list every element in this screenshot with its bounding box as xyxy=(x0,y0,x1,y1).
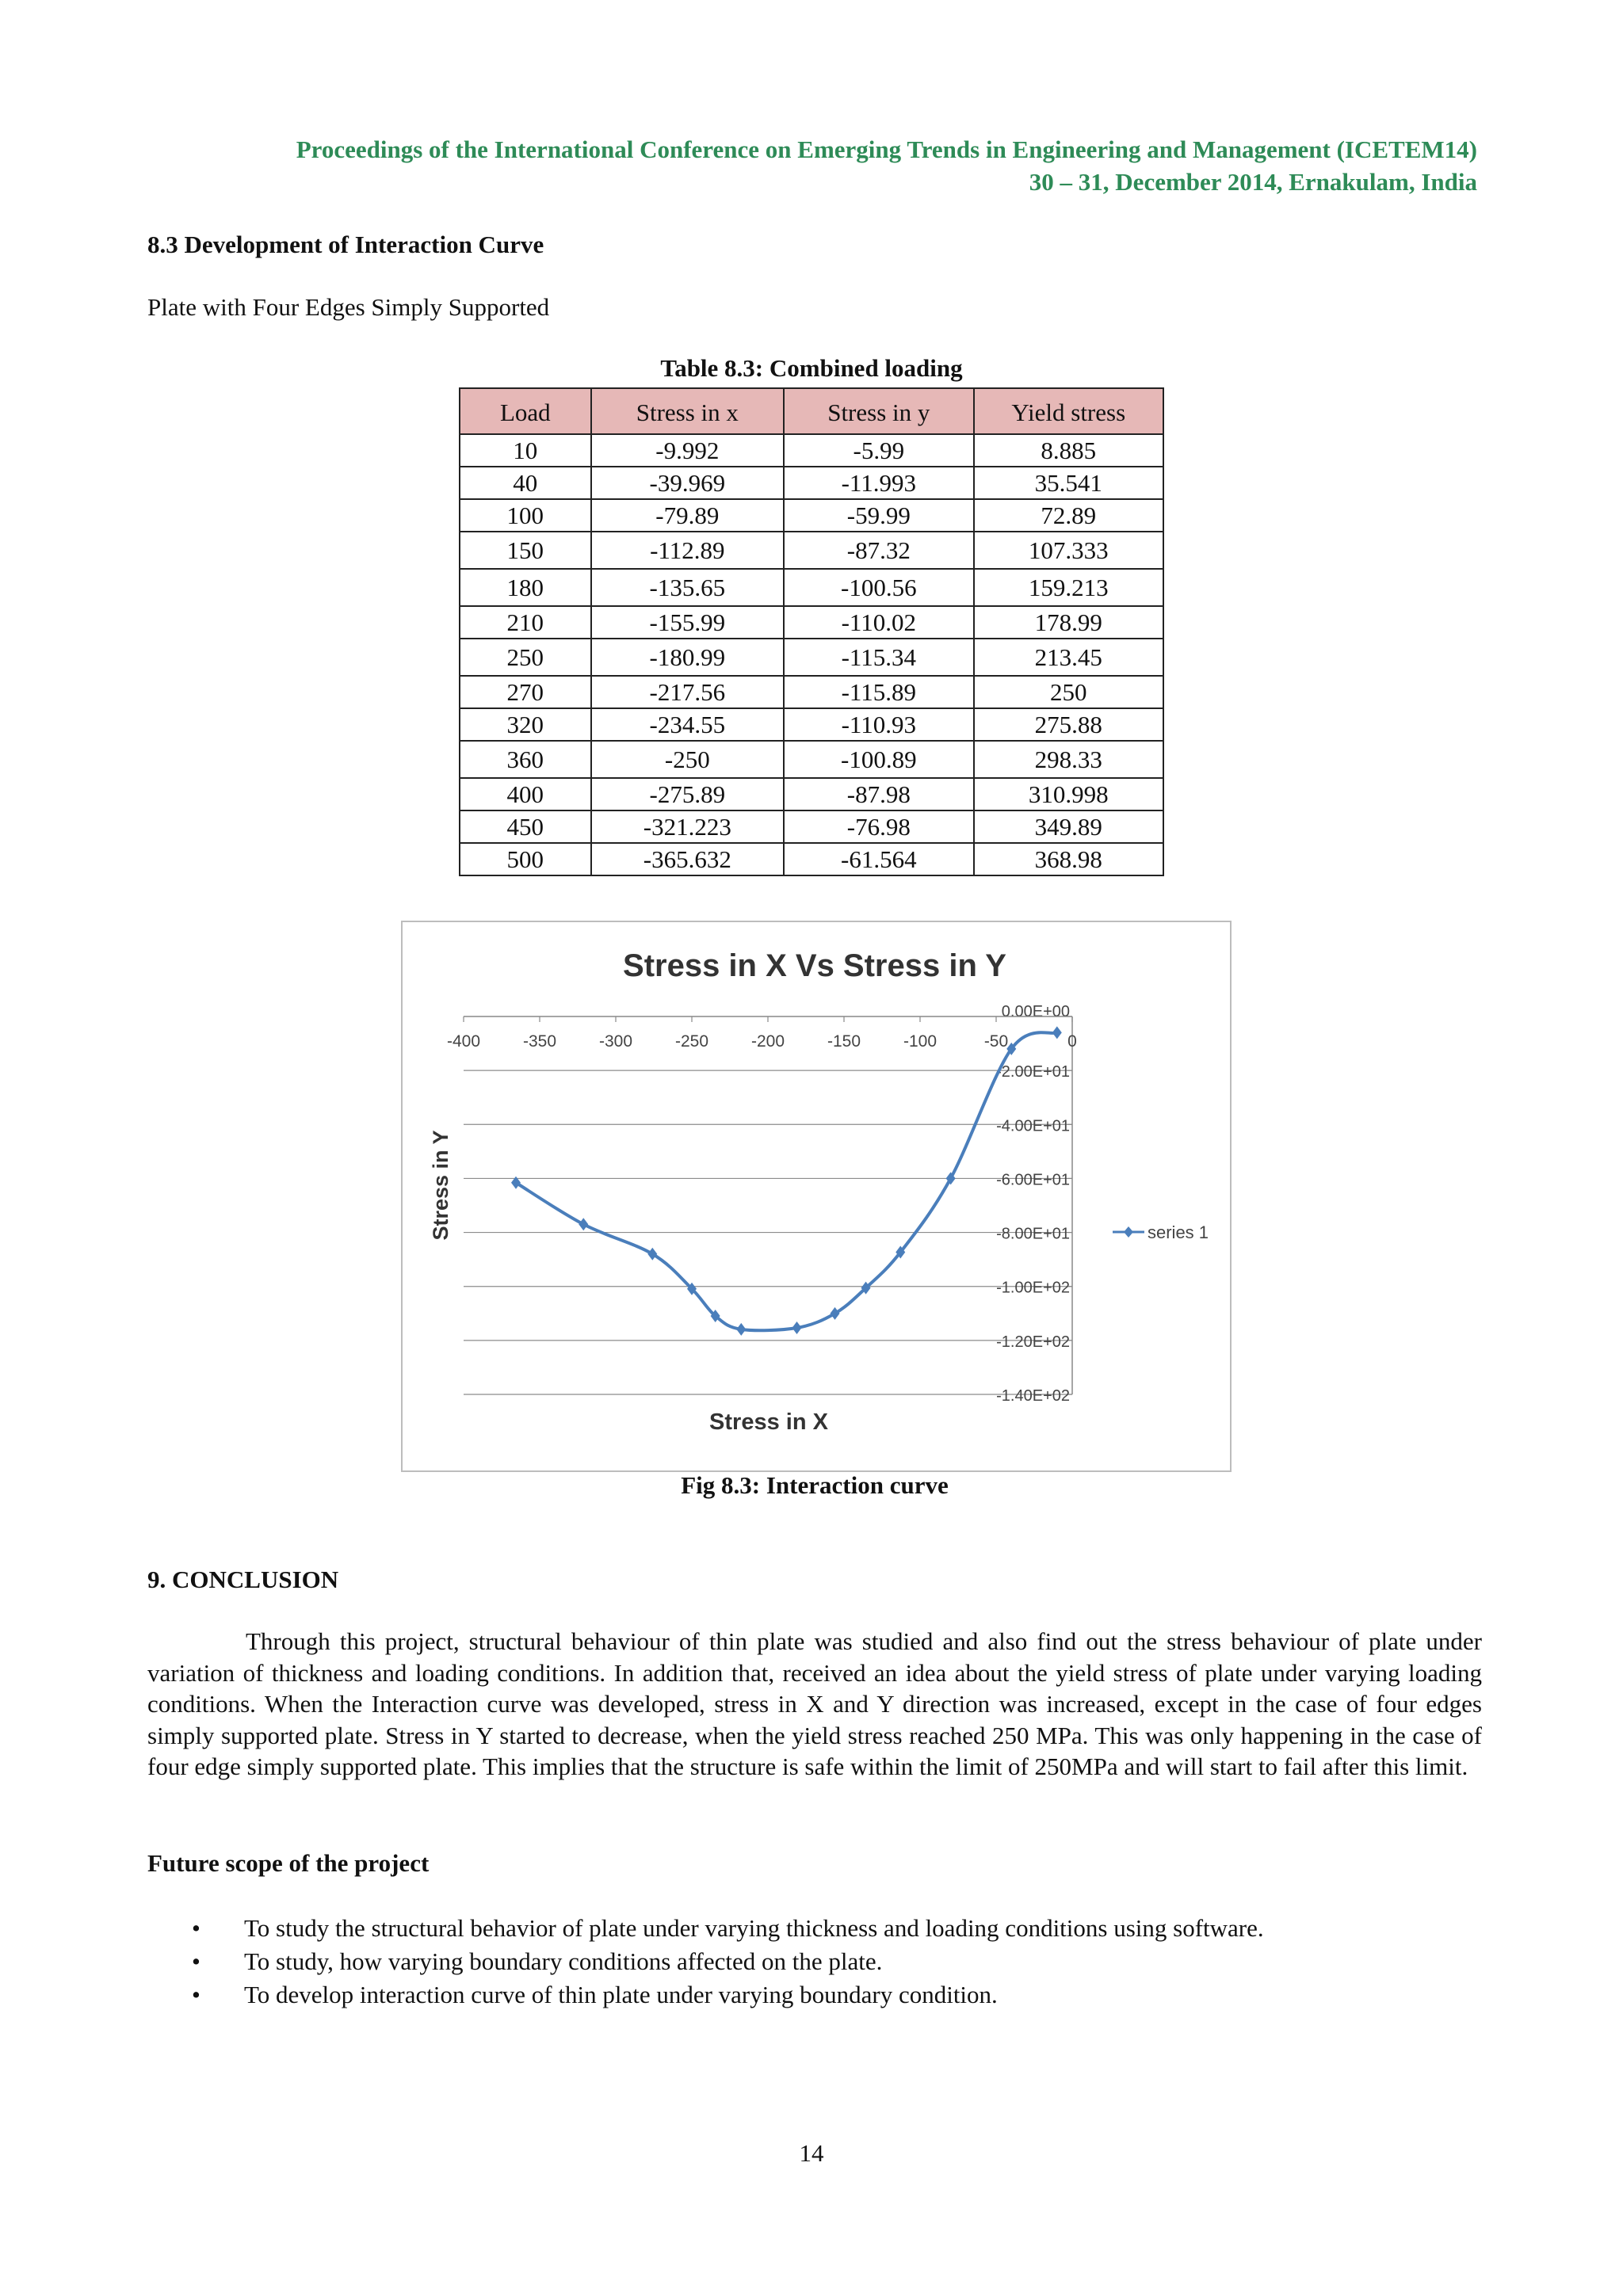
list-item xyxy=(147,1978,1487,2012)
conclusion-title: 9. CONCLUSION xyxy=(147,1566,339,1593)
cell-stress-x: -234.55 xyxy=(591,708,784,741)
chart-gridlines xyxy=(464,1070,1072,1394)
table-row xyxy=(460,639,1163,676)
y-tick-label: -4.00E+01 xyxy=(996,1117,1070,1135)
bullet-icon: • xyxy=(192,1914,200,1942)
future-scope-title: Future scope of the project xyxy=(147,1849,430,1877)
x-tick-label: -350 xyxy=(522,1032,557,1051)
table-caption: Table 8.3: Combined loading xyxy=(660,354,963,382)
cell-stress-y: -115.89 xyxy=(784,676,973,708)
cell-yield: 275.88 xyxy=(974,708,1163,741)
y-tick-label: -8.00E+01 xyxy=(996,1225,1070,1243)
cell-stress-x: -112.89 xyxy=(591,532,784,569)
cell-load: 450 xyxy=(460,810,591,843)
cell-stress-x: -180.99 xyxy=(591,639,784,676)
cell-stress-x: -365.632 xyxy=(591,843,784,875)
cell-yield: 8.885 xyxy=(974,434,1163,467)
data-point xyxy=(579,1218,588,1230)
cell-yield: 368.98 xyxy=(974,843,1163,875)
table-row xyxy=(460,843,1163,875)
y-tick-label: -1.00E+02 xyxy=(996,1279,1070,1297)
cell-load: 360 xyxy=(460,741,591,778)
page-number: 14 xyxy=(799,2139,824,2167)
cell-load: 40 xyxy=(460,467,591,499)
x-tick-label: -300 xyxy=(598,1032,633,1051)
x-tick-label: -250 xyxy=(674,1032,709,1051)
table-header-row xyxy=(460,388,1163,434)
header-yield-stress: Yield stress xyxy=(974,388,1163,434)
cell-yield: 298.33 xyxy=(974,741,1163,778)
list-item-text: To develop interaction curve of thin plate under varying boundary condition. xyxy=(244,1981,998,2008)
cell-yield: 250 xyxy=(974,676,1163,708)
legend-marker xyxy=(1124,1226,1133,1238)
header-stress-x: Stress in x xyxy=(591,388,784,434)
cell-load: 210 xyxy=(460,606,591,639)
cell-stress-y: -110.93 xyxy=(784,708,973,741)
chart-title: Stress in X Vs Stress in Y xyxy=(623,948,1006,983)
cell-stress-x: -217.56 xyxy=(591,676,784,708)
y-tick-label: -2.00E+01 xyxy=(996,1063,1070,1081)
data-point xyxy=(647,1248,657,1261)
header-line-2: 30 – 31, December 2014, Ernakulam, India xyxy=(1029,168,1477,196)
x-axis-label: Stress in X xyxy=(709,1409,828,1435)
table-row xyxy=(460,778,1163,810)
x-tick-label: -400 xyxy=(446,1032,481,1051)
cell-load: 100 xyxy=(460,499,591,532)
chart-axes xyxy=(447,1003,1077,1405)
y-tick-label: -1.20E+02 xyxy=(996,1333,1070,1351)
section-title-8-3: 8.3 Development of Interaction Curve xyxy=(147,231,544,258)
cell-stress-y: -87.32 xyxy=(784,532,973,569)
cell-stress-x: -155.99 xyxy=(591,606,784,639)
cell-stress-y: -100.56 xyxy=(784,569,973,606)
figure-caption: Fig 8.3: Interaction curve xyxy=(681,1471,949,1499)
table-row xyxy=(460,499,1163,532)
chart-series xyxy=(511,1026,1062,1335)
x-tick-label: -150 xyxy=(827,1032,861,1051)
cell-yield: 349.89 xyxy=(974,810,1163,843)
series-line xyxy=(516,1032,1057,1330)
cell-load: 10 xyxy=(460,434,591,467)
cell-load: 400 xyxy=(460,778,591,810)
cell-stress-x: -9.992 xyxy=(591,434,784,467)
chart-svg xyxy=(403,922,1230,1470)
cell-stress-y: -76.98 xyxy=(784,810,973,843)
legend-label: series 1 xyxy=(1148,1222,1209,1242)
cell-load: 150 xyxy=(460,532,591,569)
cell-stress-x: -321.223 xyxy=(591,810,784,843)
table-row xyxy=(460,569,1163,606)
table-row xyxy=(460,532,1163,569)
x-tick-label: 0 xyxy=(1067,1032,1077,1051)
cell-stress-y: -87.98 xyxy=(784,778,973,810)
section-subtitle: Plate with Four Edges Simply Supported xyxy=(147,293,550,321)
data-point xyxy=(1052,1026,1062,1039)
y-tick-label: 0.00E+00 xyxy=(1001,1003,1070,1020)
cell-yield: 72.89 xyxy=(974,499,1163,532)
cell-load: 250 xyxy=(460,639,591,676)
conference-header xyxy=(147,133,1477,198)
header-load: Load xyxy=(460,388,591,434)
cell-stress-x: -135.65 xyxy=(591,569,784,606)
conclusion-paragraph: Through this project, structural behaviour of thin plate was studied and also find out the stress behaviour of plate under variation of thickness and loading conditions. In addition that, received an idea about the yield stress of plate under varying loading conditions. When the Interaction curve was developed, stress in X and Y direction was increased, except in the case of four edges simply supported plate. Stress in Y started to decrease, when the yield stress reached 250 MPa. This was only happening in the case of four edge simply supported plate. This implies that the structure is safe within the limit of 250MPa and will start to fail after this limit. xyxy=(147,1627,1482,1780)
cell-stress-y: -5.99 xyxy=(784,434,973,467)
cell-stress-y: -110.02 xyxy=(784,606,973,639)
table-row xyxy=(460,434,1163,467)
table-row xyxy=(460,606,1163,639)
table-row xyxy=(460,676,1163,708)
data-point xyxy=(830,1307,839,1320)
y-tick-label: -6.00E+01 xyxy=(996,1171,1070,1189)
combined-loading-table xyxy=(459,387,1164,876)
cell-stress-x: -39.969 xyxy=(591,467,784,499)
cell-load: 320 xyxy=(460,708,591,741)
cell-stress-x: -250 xyxy=(591,741,784,778)
cell-stress-y: -115.34 xyxy=(784,639,973,676)
bullet-icon: • xyxy=(192,1947,200,1975)
cell-yield: 159.213 xyxy=(974,569,1163,606)
list-item xyxy=(147,1912,1487,1945)
list-item xyxy=(147,1945,1487,1978)
data-point xyxy=(792,1322,801,1334)
cell-yield: 213.45 xyxy=(974,639,1163,676)
cell-stress-x: -275.89 xyxy=(591,778,784,810)
table-row xyxy=(460,467,1163,499)
cell-stress-y: -61.564 xyxy=(784,843,973,875)
cell-yield: 178.99 xyxy=(974,606,1163,639)
cell-stress-y: -59.99 xyxy=(784,499,973,532)
list-item-text: To study, how varying boundary conditions affected on the plate. xyxy=(244,1947,883,1975)
x-tick-label: -100 xyxy=(903,1032,938,1051)
header-line-1: Proceedings of the International Conference on Emerging Trends in Engineering and Management (ICETEM14) xyxy=(296,135,1477,163)
y-tick-label: -1.40E+02 xyxy=(996,1387,1070,1405)
header-stress-y: Stress in y xyxy=(784,388,973,434)
cell-load: 270 xyxy=(460,676,591,708)
table-row xyxy=(460,741,1163,778)
interaction-curve-chart xyxy=(401,921,1232,1472)
table-row xyxy=(460,810,1163,843)
cell-yield: 35.541 xyxy=(974,467,1163,499)
chart-legend xyxy=(1113,1222,1209,1242)
x-tick-label: -50 xyxy=(983,1032,1009,1051)
cell-stress-x: -79.89 xyxy=(591,499,784,532)
y-axis-label: Stress in Y xyxy=(429,1130,453,1241)
cell-yield: 310.998 xyxy=(974,778,1163,810)
cell-stress-y: -11.993 xyxy=(784,467,973,499)
cell-stress-y: -100.89 xyxy=(784,741,973,778)
table-row xyxy=(460,708,1163,741)
x-tick-label: -200 xyxy=(750,1032,785,1051)
cell-load: 180 xyxy=(460,569,591,606)
data-point xyxy=(736,1323,746,1336)
future-scope-list xyxy=(147,1912,1487,2012)
cell-load: 500 xyxy=(460,843,591,875)
cell-yield: 107.333 xyxy=(974,532,1163,569)
bullet-icon: • xyxy=(192,1981,200,2008)
list-item-text: To study the structural behavior of plate under varying thickness and loading conditions using software. xyxy=(244,1914,1264,1942)
